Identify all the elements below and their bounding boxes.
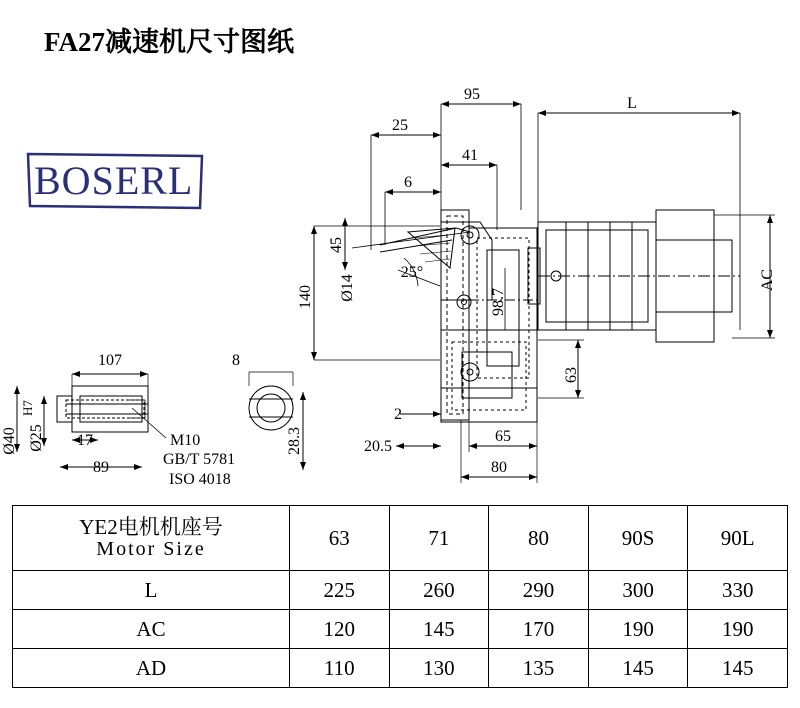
row-AD-value-1: 130	[389, 649, 489, 688]
row-label-AC: AC	[13, 610, 290, 649]
row-L-value-2: 290	[489, 571, 589, 610]
dim-28-3: 28.3	[286, 427, 303, 455]
dim-89: 89	[93, 459, 109, 476]
spec-table	[12, 505, 788, 688]
table-header-size-1: 71	[389, 506, 489, 571]
dim-6: 6	[404, 174, 412, 191]
row-label-L: L	[13, 571, 290, 610]
dim-20-5: 20.5	[364, 438, 392, 455]
logo-text: BOSERL	[34, 158, 194, 203]
row-AD-value-2: 135	[489, 649, 589, 688]
dim-80: 80	[491, 459, 507, 476]
header-label-cn: YE2电机机座号	[79, 514, 223, 539]
table-header-size-3: 90S	[588, 506, 688, 571]
table-header-size-4: 90L	[688, 506, 788, 571]
dim-h7-tolerance: H7	[20, 400, 35, 416]
table-header-size-2: 80	[489, 506, 589, 571]
table-row	[13, 571, 788, 610]
row-AC-value-4: 190	[688, 610, 788, 649]
dim-2: 2	[394, 406, 402, 423]
dim-8: 8	[232, 352, 240, 369]
row-AD-value-3: 145	[588, 649, 688, 688]
dim-140: 140	[297, 285, 314, 309]
header-label-en: Motor Size	[96, 538, 206, 561]
row-L-value-4: 330	[688, 571, 788, 610]
dim-17: 17	[77, 432, 93, 449]
dim-107: 107	[98, 352, 122, 369]
table-header-label	[13, 506, 290, 571]
table-header-row	[13, 506, 788, 571]
table-row	[13, 649, 788, 688]
dim-AC: AC	[759, 268, 776, 292]
row-AC-value-2: 170	[489, 610, 589, 649]
table-header-size-0: 63	[290, 506, 390, 571]
label-standard-gb: GB/T 5781	[163, 451, 236, 468]
row-L-value-0: 225	[290, 571, 390, 610]
row-AC-value-1: 145	[389, 610, 489, 649]
dim-diameter-25-h7: Ø25	[28, 424, 45, 452]
dim-65: 65	[495, 428, 511, 445]
dim-41: 41	[462, 147, 478, 164]
label-standard-iso: ISO 4018	[169, 471, 231, 488]
dim-45: 45	[328, 237, 345, 253]
row-label-AD: AD	[13, 649, 290, 688]
row-AD-value-0: 110	[290, 649, 390, 688]
dim-95: 95	[464, 86, 480, 103]
dim-63: 63	[563, 367, 580, 383]
row-AD-value-4: 145	[688, 649, 788, 688]
row-L-value-1: 260	[389, 571, 489, 610]
dim-25: 25	[392, 117, 408, 134]
table-row	[13, 610, 788, 649]
dim-25-degree: 25°	[400, 264, 424, 281]
row-AC-value-3: 190	[588, 610, 688, 649]
row-AC-value-0: 120	[290, 610, 390, 649]
page-title: FA27减速机尺寸图纸	[44, 27, 294, 57]
label-thread-m10: M10	[170, 432, 201, 449]
dim-L: L	[627, 95, 637, 112]
dim-98-7: 98.7	[490, 288, 507, 316]
dim-diameter-14: Ø14	[339, 274, 356, 302]
row-L-value-3: 300	[588, 571, 688, 610]
dim-diameter-40: Ø40	[1, 427, 18, 455]
